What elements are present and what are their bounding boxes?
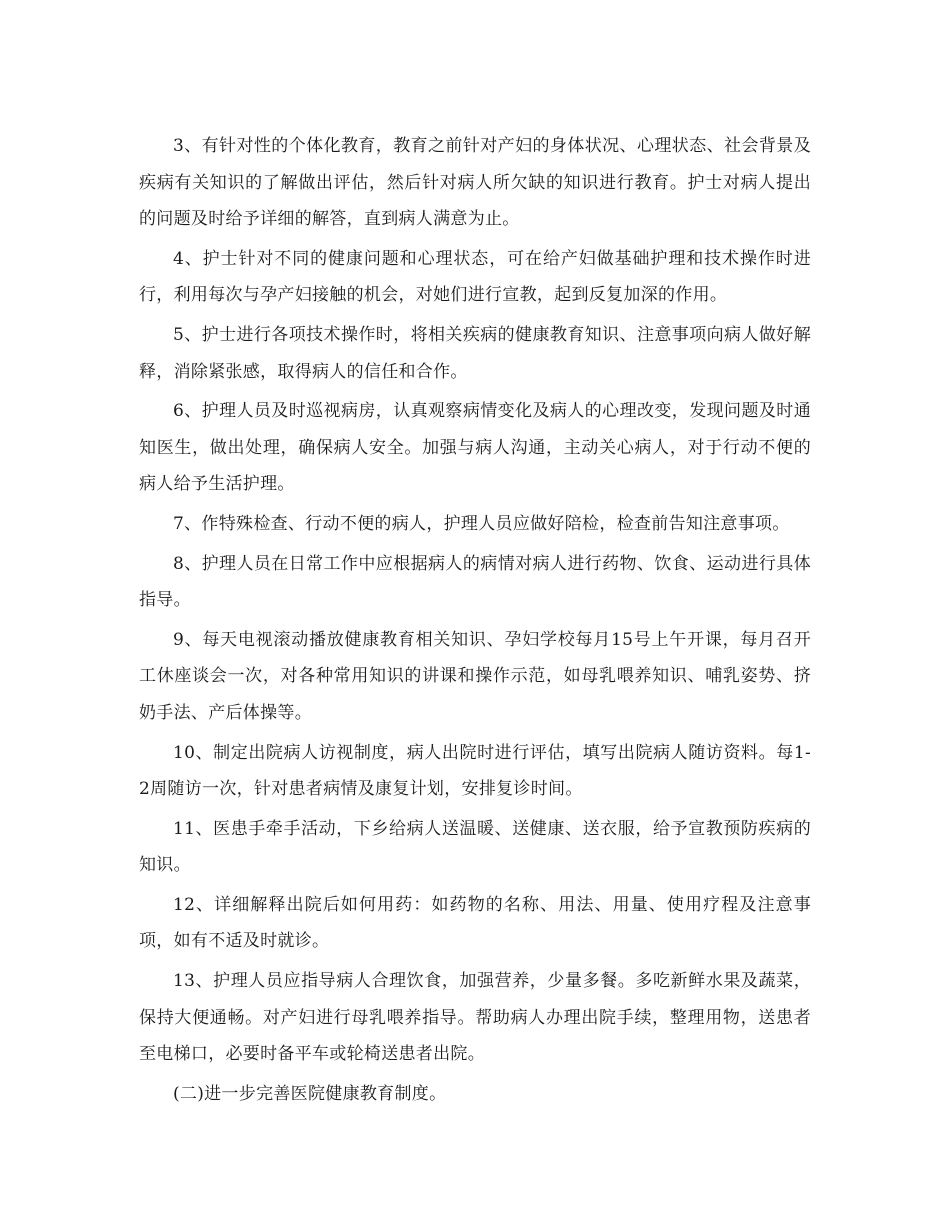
paragraph-item-6: 6、护理人员及时巡视病房，认真观察病情变化及病人的心理改变，发现问题及时通知医生，做出处理，确保病人安全。加强与病人沟通，主动关心病人，对于行动不便的病人给予生活护理。 — [139, 401, 811, 495]
paragraph-item-4: 4、护士针对不同的健康问题和心理状态，可在给产妇做基础护理和技术操作时进行，利用每次与孕产妇接触的机会，对她们进行宣教，起到反复加深的作用。 — [139, 248, 811, 306]
paragraph-item-13: 13、护理人员应指导病人合理饮食，加强营养，少量多餐。多吃新鲜水果及蔬菜，保持大便通畅。对产妇进行母乳喂养指导。帮助病人办理出院手续，整理用物，送患者至电梯口，必要时备平车或轮椅送患者出院。 — [139, 971, 811, 1065]
paragraph-item-3: 3、有针对性的个体化教育，教育之前针对产妇的身体状况、心理状态、社会背景及疾病有关知识的了解做出评估，然后针对病人所欠缺的知识进行教育。护士对病人提出的问题及时给予详细的解答，直到病人满意为止。 — [139, 136, 811, 230]
paragraph-item-8: 8、护理人员在日常工作中应根据病人的病情对病人进行药物、饮食、运动进行具体指导。 — [139, 553, 811, 611]
paragraph-item-11: 11、医患手牵手活动，下乡给病人送温暖、送健康、送衣服，给予宣教预防疾病的知识。 — [139, 818, 811, 876]
paragraph-item-5: 5、护士进行各项技术操作时，将相关疾病的健康教育知识、注意事项向病人做好解释，消除紧张感，取得病人的信任和合作。 — [139, 324, 811, 382]
paragraph-item-10: 10、制定出院病人访视制度，病人出院时进行评估，填写出院病人随访资料。每1-2周随访一次，针对患者病情及康复计划，安排复诊时间。 — [139, 742, 811, 800]
paragraph-item-12: 12、详细解释出院后如何用药：如药物的名称、用法、用量、使用疗程及注意事项，如有不适及时就诊。 — [139, 894, 811, 952]
document-body — [139, 128, 811, 1115]
section-heading-two: (二)进一步完善医院健康教育制度。 — [173, 1083, 447, 1104]
paragraph-item-7: 7、作特殊检查、行动不便的病人，护理人员应做好陪检，检查前告知注意事项。 — [173, 513, 790, 534]
paragraph-item-9: 9、每天电视滚动播放健康教育相关知识、孕妇学校每月15号上午开课，每月召开工休座谈会一次，对各种常用知识的讲课和操作示范，如母乳喂养知识、哺乳姿势、挤奶手法、产后体操等。 — [139, 629, 811, 723]
